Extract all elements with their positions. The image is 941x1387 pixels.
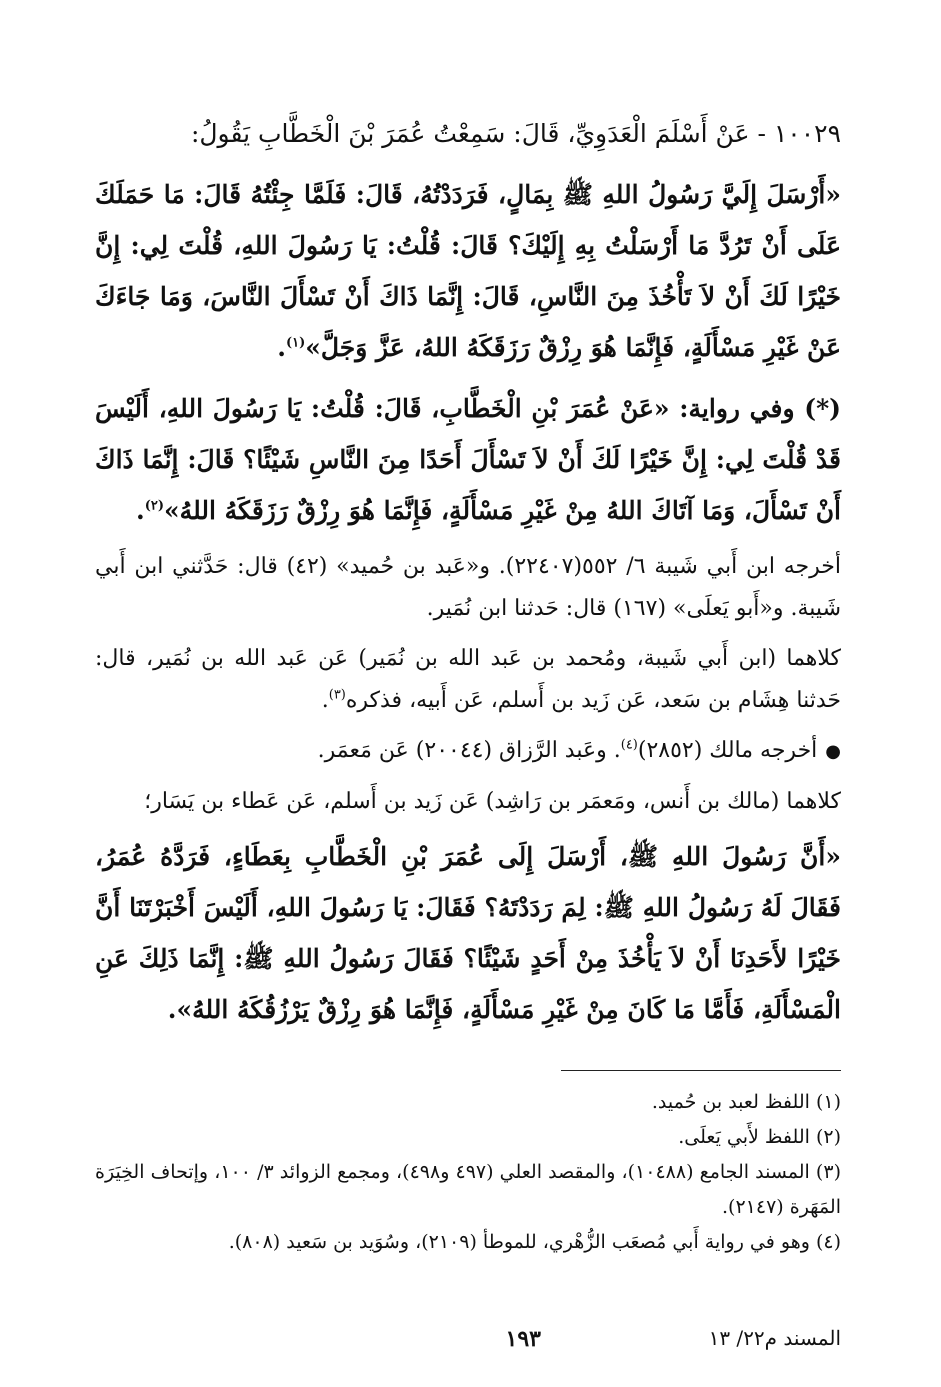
chain-paragraph (95, 638, 841, 722)
variant-narration-body: (*) وفي رواية: «عَنْ عُمَرَ بْنِ الْخَطَّابِ، قَالَ: قُلْتُ: يَا رَسُولَ اللهِ، أَلَيْسَ قَدْ قُلْتَ لِي: إِنَّ خَيْرًا لَكَ أَنْ لاَ تَسْأَلَ أَحَدًا مِنَ النَّاسِ شَيْئًا؟ قَالَ: إِنَّمَا ذَاكَ أَنْ تَسْأَلَ، وَمَا آتَاكَ اللهُ مِنْ غَيْرِ مَسْأَلَةٍ، فَإِنَّمَا هُوَ رِزْقٌ رَزَقَكَهُ اللهُ» (95, 394, 841, 525)
hadith-text (95, 169, 841, 373)
second-chain-paragraph (95, 781, 841, 823)
footnote-2: (٢) اللفظ لأَبي يَعلَى. (678, 1126, 841, 1148)
bullet-icon: ● (825, 741, 841, 762)
variant-narration-end: . (136, 496, 145, 525)
footnote-ref-1: (١) (285, 335, 306, 351)
footnote-4: (٤) وهو في رواية أَبي مُصعَب الزُّهْري، للموطأ (٢١٠٩)، وسُوَيد بن سَعيد (٨٠٨). (228, 1231, 841, 1253)
footnote-1: (١) اللفظ لعبد بن حُميد. (651, 1091, 841, 1113)
variant-narration (95, 383, 841, 536)
footnote-ref-3: (٣) (328, 687, 346, 703)
takhrij-text: أخرجه ابن أَبي شَيبة ٦/ ٥٥٢(٢٢٤٠٧). و«عَبد بن حُميد» (٤٢) قال: حَدَّثني ابن أَبي شَيبة. و«أَبو يَعلَى» (١٦٧) قال: حَدثنا ابن نُمَير. (95, 554, 841, 621)
hadith-text-end: . (277, 333, 286, 362)
footnote-ref-4: (٤) (620, 737, 638, 753)
bullet-text: أخرجه مالك (٢٨٥٢) (637, 738, 818, 763)
second-hadith-text (95, 831, 841, 1035)
footnotes (95, 1085, 841, 1260)
page-number: ١٩٣ (505, 1326, 541, 1352)
bullet-paragraph (95, 730, 841, 773)
chain-text: كلاهما (ابن أَبي شَيبة، ومُحمد بن عَبد الله بن نُمَير) عَن عَبد الله بن نُمَير، قال: حَدثنا هِشَام بن سَعد، عَن زَيد بن أَسلم، عَن أَبيه، فذكره (95, 646, 841, 713)
hadith-text-body: «أَرْسَلَ إِلَيَّ رَسُولُ اللهِ ﷺ بِمَالٍ، فَرَدَدْتُهُ، قَالَ: فَلَمَّا جِئْتُهُ قَالَ: مَا حَمَلَكَ عَلَى أَنْ تَرُدَّ مَا أَرْسَلْتُ بِهِ إِلَيْكَ؟ قَالَ: قُلْتُ: يَا رَسُولَ اللهِ، قُلْتَ لِي: إِنَّ خَيْرًا لَكَ أَنْ لاَ تَأْخُذَ مِنَ النَّاسِ، قَالَ: إِنَّمَا ذَاكَ أَنْ تَسْأَلَ النَّاسَ، وَمَا جَاءَكَ عَنْ غَيْرِ مَسْأَلَةٍ، فَإِنَّمَا هُوَ رِزْقٌ رَزَقَكَهُ اللهُ، عَزَّ وَجَلَّ» (95, 180, 842, 362)
running-head: المسند م٢٢/ ١٣ (708, 1326, 841, 1350)
hadith-heading (95, 108, 841, 159)
main-text (95, 108, 841, 1035)
takhrij-paragraph (95, 546, 841, 630)
hadith-heading-text: ١٠٠٢٩ - عَنْ أَسْلَمَ الْعَدَوِيِّ، قَالَ: سَمِعْتُ عُمَرَ بْنَ الْخَطَّابِ يَقُولُ: (190, 119, 841, 148)
page-footer (95, 1326, 841, 1360)
footnote-3: (٣) المسند الجامع (١٠٤٨٨)، والمقصد العلي (٤٩٧ و٤٩٨)، ومجمع الزوائد ٣/ ١٠٠، وإتحاف الخِيَرَة المَهَرة (٢١٤٧). (95, 1161, 841, 1218)
second-chain-text: كلاهما (مالك بن أَنس، ومَعمَر بن رَاشِد) عَن زَيد بن أَسلم، عَن عَطاء بن يَسَار؛ (144, 789, 841, 814)
footnote-separator (561, 1070, 841, 1071)
bullet-text-end: . وعَبد الرَّزاق (٢٠٠٤٤) عَن مَعمَر. (317, 738, 621, 763)
second-hadith-body: «أَنَّ رَسُولَ اللهِ ﷺ، أَرْسَلَ إِلَى عُمَرَ بْنِ الْخَطَّابِ بِعَطَاءٍ، فَرَدَّهُ عُمَرُ، فَقَالَ لَهُ رَسُولُ اللهِ ﷺ: لِمَ رَدَدْتَهُ؟ فَقَالَ: يَا رَسُولَ اللهِ، أَلَيْسَ أَخْبَرْتَنَا أَنَّ خَيْرًا لأَحَدِنَا أَنْ لاَ يَأْخُذَ مِنْ أَحَدٍ شَيْئًا؟ فَقَالَ رَسُولُ اللهِ ﷺ: إِنَّمَا ذَلِكَ عَنِ الْمَسْأَلَةِ، فَأَمَّا مَا كَانَ مِنْ غَيْرِ مَسْأَلَةٍ، فَإِنَّمَا هُوَ رِزْقٌ يَرْزُقُكَهُ اللهُ». (95, 842, 841, 1024)
bullet-text-wrap (318, 730, 818, 772)
chain-text-end: . (321, 688, 329, 713)
page-body (95, 108, 841, 1045)
footnote-ref-2: (٢) (144, 498, 165, 514)
